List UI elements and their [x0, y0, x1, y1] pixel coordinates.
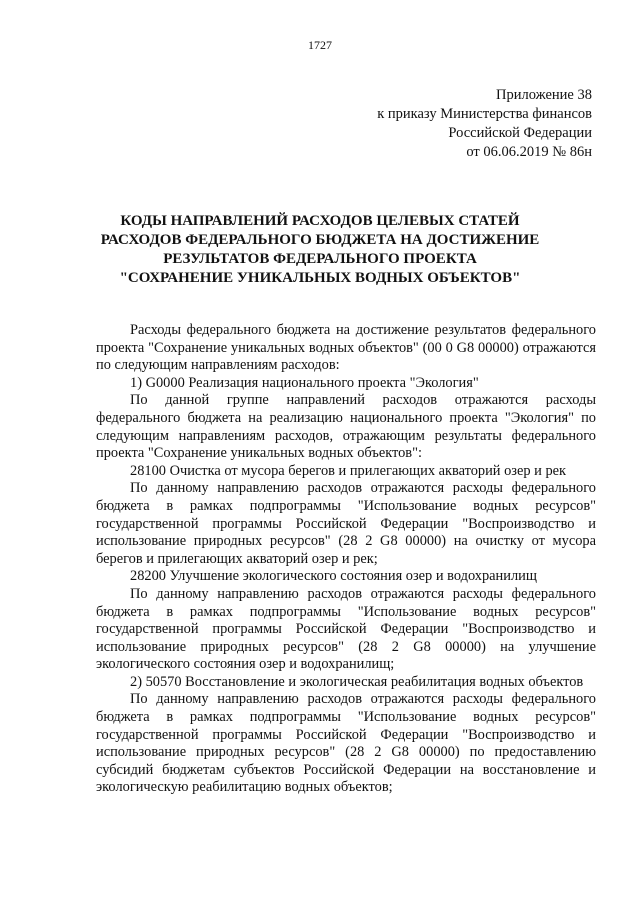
section-heading-50570: 2) 50570 Восстановление и экологическая реабилитация водных объектов — [130, 673, 584, 690]
appendix-line: от 06.06.2019 № 86н — [466, 144, 592, 160]
intro-paragraph: Расходы федерального бюджета на достижение результатов федерального проекта "Сохранение уникальных водных объектов" (00 0 G8 00000) отражаются по следующим направлениям расходов: — [96, 322, 596, 374]
code-heading-28100: 28100 Очистка от мусора берегов и прилегающих акваторий озер и рек — [130, 462, 567, 479]
document-title — [70, 212, 570, 288]
appendix-line: к приказу Министерства финансов — [377, 106, 592, 122]
title-line: КОДЫ НАПРАВЛЕНИЙ РАСХОДОВ ЦЕЛЕВЫХ СТАТЕЙ — [120, 213, 520, 229]
paragraph-28100-description: По данному направлению расходов отражаются расходы федерального бюджета в рамках подпрограммы "Использование водных ресурсов" государственной программы Российской Федерации "Воспроизводство и использование природных ресурсов" (28 2 G8 00000) на очистку от мусора берегов и прилегающих акваторий озер и рек; — [96, 480, 596, 567]
title-line: РАСХОДОВ ФЕДЕРАЛЬНОГО БЮДЖЕТА НА ДОСТИЖЕНИЕ — [100, 232, 540, 248]
page-number: 1727 — [308, 38, 332, 52]
paragraph-g0000-description: По данной группе направлений расходов отражаются расходы федерального бюджета на реализацию национального проекта "Экология" по следующим направлениям расходов, отражающим результаты федерального проекта "Сохранение уникальных водных объектов": — [96, 392, 596, 462]
appendix-line: Российской Федерации — [448, 125, 592, 141]
code-heading-28200: 28200 Улучшение экологического состояния озер и водохранилищ — [130, 568, 537, 585]
document-body — [96, 322, 596, 797]
title-line: РЕЗУЛЬТАТОВ ФЕДЕРАЛЬНОГО ПРОЕКТА — [163, 251, 477, 267]
title-line: "СОХРАНЕНИЕ УНИКАЛЬНЫХ ВОДНЫХ ОБЪЕКТОВ" — [119, 270, 521, 286]
appendix-line: Приложение 38 — [496, 87, 592, 103]
paragraph-28200-description: По данному направлению расходов отражаются расходы федерального бюджета в рамках подпрограммы "Использование водных ресурсов" государственной программы Российской Федерации "Воспроизводство и использование природных ресурсов" (28 2 G8 00000) на улучшение экологического состояния озер и водохранилищ; — [96, 585, 596, 673]
appendix-header — [377, 86, 592, 162]
paragraph-50570-description: По данному направлению расходов отражаются расходы федерального бюджета в рамках подпрограммы "Использование водных ресурсов" государственной программы Российской Федерации "Воспроизводство и использование природных ресурсов" (28 2 G8 00000) по предоставлению субсидий бюджетам субъектов Российской Федерации на восстановление и экологическую реабилитацию водных объектов; — [96, 691, 596, 796]
section-heading-g0000: 1) G0000 Реализация национального проекта "Экология" — [130, 374, 479, 391]
